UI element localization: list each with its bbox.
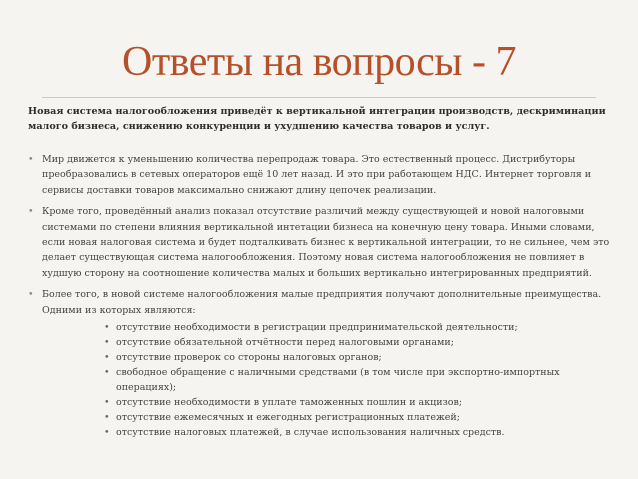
bullet-text: Мир движется к уменьшению количества перепродаж товара. Это естественный процесс. Дистрибуторы преобразовались в сетевых операторов ещё 10 лет назад. И это при работающем НДС. Интернет торговля и сервисы доставки товаров максимально снижают длину цепочек реализации. [42, 154, 592, 196]
advantage-item: • отсутствие необходимости в регистрации предпринимательской деятельности; [104, 320, 620, 335]
advantage-item: • отсутствие налоговых платежей, в случае использования наличных средств. [104, 425, 620, 440]
advantage-item: • отсутствие обязательной отчётности перед налоговыми органами; [104, 335, 620, 350]
lead-paragraph: Новая система налогообложения приведёт к вертикальной интеграции производств, дескриминации малого бизнеса, снижению конкуренции и ухудшению качества товаров и услуг. [28, 106, 606, 132]
bullet-item [28, 287, 620, 440]
advantage-item: • отсутствие проверок со стороны налоговых органов; [104, 350, 620, 365]
advantage-item: • свободное обращение с наличными средствами (в том числе при экспортно-импортных операциях); [104, 365, 620, 395]
slide-title: Ответы на вопросы - 7 [121, 39, 517, 85]
advantage-item: • отсутствие ежемесячных и ежегодных регистрационных платежей; [104, 410, 620, 425]
bullet-item [28, 204, 620, 281]
bullet-text: Более того, в новой системе налогообложения малые предприятия получают дополнительные преимущества. Одними из которых являются: [42, 289, 602, 316]
bullet-text: Кроме того, проведённый анализ показал отсутствие различий между существующей и новой налоговыми системами по степени влияния вертикальной интетации бизнеса на конечную цену товара. Иными словами, если новая налоговая система и будет подталкивать бизнес к вертикальной интеграции, то не сильнее, чем это делает существующая система налогообложения. Поэтому новая система налогообложения не повлияет в худшую сторону на соотношение количества малых и больших вертикально интегрированных предприятий. [42, 206, 610, 279]
title-divider [42, 97, 596, 98]
advantage-item: • отсутствие необходимости в уплате таможенных пошлин и акцизов; [104, 395, 620, 410]
advantages-list [42, 320, 620, 440]
bullet-item [28, 152, 620, 198]
bullet-list [28, 152, 620, 446]
